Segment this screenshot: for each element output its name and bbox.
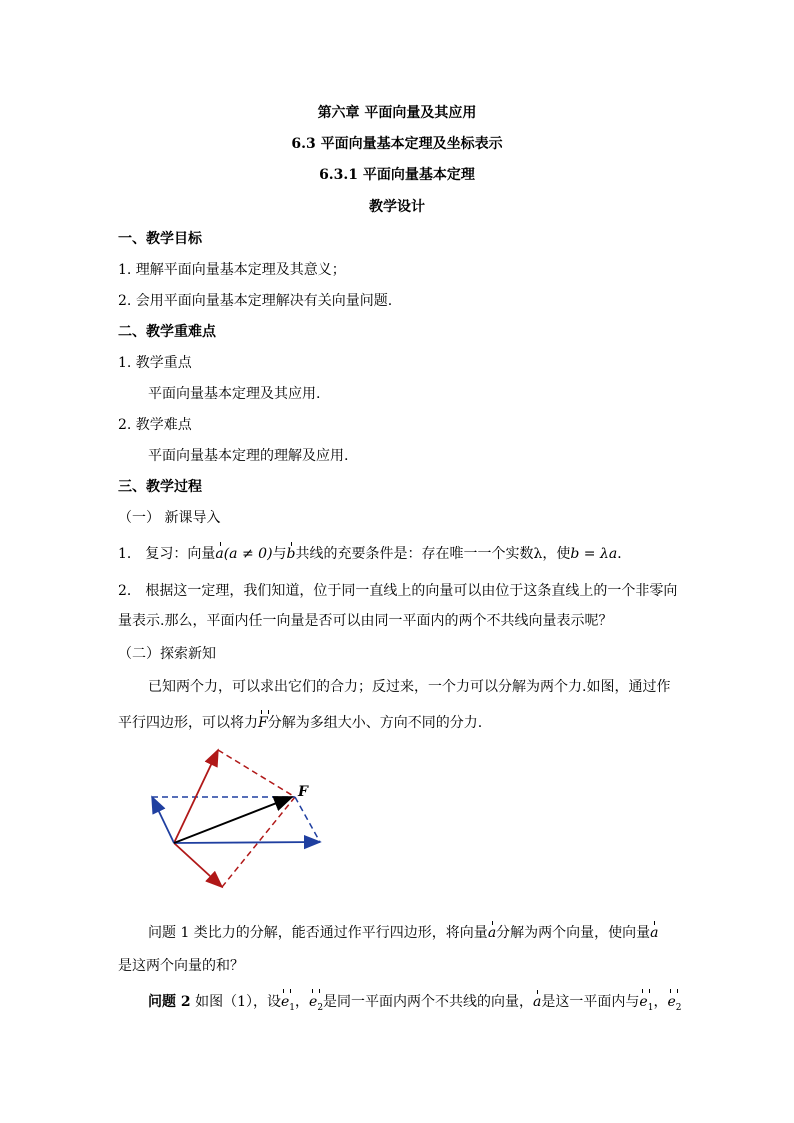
q2-vector-e2: e xyxy=(309,994,318,1010)
q2-vector-e1-b: e xyxy=(639,994,648,1010)
q2-text-c: 是这一平面内与 xyxy=(541,994,640,1010)
key-point-label: 1. 教学重点 xyxy=(118,355,192,371)
q2-vector-e2-b: e xyxy=(667,994,676,1010)
review-text-b: 与 xyxy=(272,546,287,562)
section-title: 6.3 平面向量基本定理及坐标表示 xyxy=(291,136,503,152)
q2-sub-2: 2 xyxy=(317,1002,324,1013)
dashed-red-upper xyxy=(218,750,295,797)
section-heading-key-points: 二、教学重难点 xyxy=(118,324,216,340)
q2-text-b: 是同一平面内两个不共线的向量， xyxy=(323,994,534,1010)
blue-force-right xyxy=(174,842,320,843)
item2-line-2: 量表示.那么，平面内任一向量是否可以由同一平面内的两个不共线向量表示呢？ xyxy=(118,613,613,629)
paragraph-text-a: 平行四边形，可以将力 xyxy=(118,715,258,731)
blue-force-left xyxy=(152,797,174,843)
difficulty-text: 平面向量基本定理的理解及应用. xyxy=(148,448,349,464)
review-line xyxy=(118,545,631,563)
item2-line-1: 2． 根据这一定理，我们知道，位于同一直线上的向量可以由位于这条直线上的一个非零向 xyxy=(118,583,678,599)
q2-label: 问题 2 xyxy=(148,994,191,1010)
dashed-blue-right xyxy=(295,797,320,842)
q2-sub-2b: 2 xyxy=(675,1002,682,1013)
red-force-down xyxy=(174,843,222,887)
q1-text-a: 问题 1 类比力的分解，能否通过作平行四边形，将向量 xyxy=(148,925,488,941)
q2-vector-a: a xyxy=(533,994,542,1010)
q2-sub-1b: 1 xyxy=(647,1002,654,1013)
review-text-c: 共线的充要条件是：存在唯一一个实数λ，使 xyxy=(295,546,571,562)
q1-vector-a: a xyxy=(487,925,497,941)
question-2-line-1 xyxy=(148,993,681,1017)
paragraph-line-1: 已知两个力，可以求出它们的合力；反过来，一个力可以分解为两个力.如图，通过作 xyxy=(148,679,671,695)
q1-text-b: 分解为两个向量，使向量 xyxy=(496,925,651,941)
question-1-line-1 xyxy=(148,924,659,942)
subsection-title: 6.3.1 平面向量基本定理 xyxy=(319,167,475,183)
figure-label-F: F xyxy=(298,784,308,800)
q2-comma-2: ， xyxy=(653,994,668,1010)
collinear-equation: b = λa xyxy=(570,546,618,562)
paragraph-text-b: 分解为多组大小、方向不同的分力. xyxy=(267,715,483,731)
paragraph-line-2 xyxy=(118,714,482,732)
vector-F: F xyxy=(258,715,268,731)
vector-a: a xyxy=(215,546,224,562)
q2-vector-e1: e xyxy=(280,994,290,1010)
q2-text-a: 如图（1），设 xyxy=(190,994,281,1010)
q2-sub-1: 1 xyxy=(289,1002,296,1013)
vector-b: b xyxy=(286,546,296,562)
doc-type-title: 教学设计 xyxy=(369,199,425,215)
goal-item-1: 1. 理解平面向量基本定理及其意义； xyxy=(118,262,346,278)
question-1-line-2: 是这两个向量的和？ xyxy=(118,958,244,974)
difficulty-label: 2. 教学难点 xyxy=(118,417,192,433)
force-decomposition-figure xyxy=(140,745,340,895)
q2-comma: ， xyxy=(295,994,310,1010)
section-heading-goals: 一、教学目标 xyxy=(118,231,202,247)
subheading-intro: （一） 新课导入 xyxy=(118,510,221,526)
chapter-title: 第六章 平面向量及其应用 xyxy=(317,105,477,121)
review-text-a: 1． 复习：向量 xyxy=(118,546,216,562)
nonzero-condition: (a ≠ 0) xyxy=(223,546,273,562)
goal-item-2: 2. 会用平面向量基本定理解决有关向量问题. xyxy=(118,293,393,309)
q1-vector-a-2: a xyxy=(650,925,659,941)
review-text-d: ． xyxy=(617,546,632,562)
key-point-text: 平面向量基本定理及其应用. xyxy=(148,386,321,402)
subheading-explore: （二）探索新知 xyxy=(118,646,216,662)
section-heading-process: 三、教学过程 xyxy=(118,479,202,495)
